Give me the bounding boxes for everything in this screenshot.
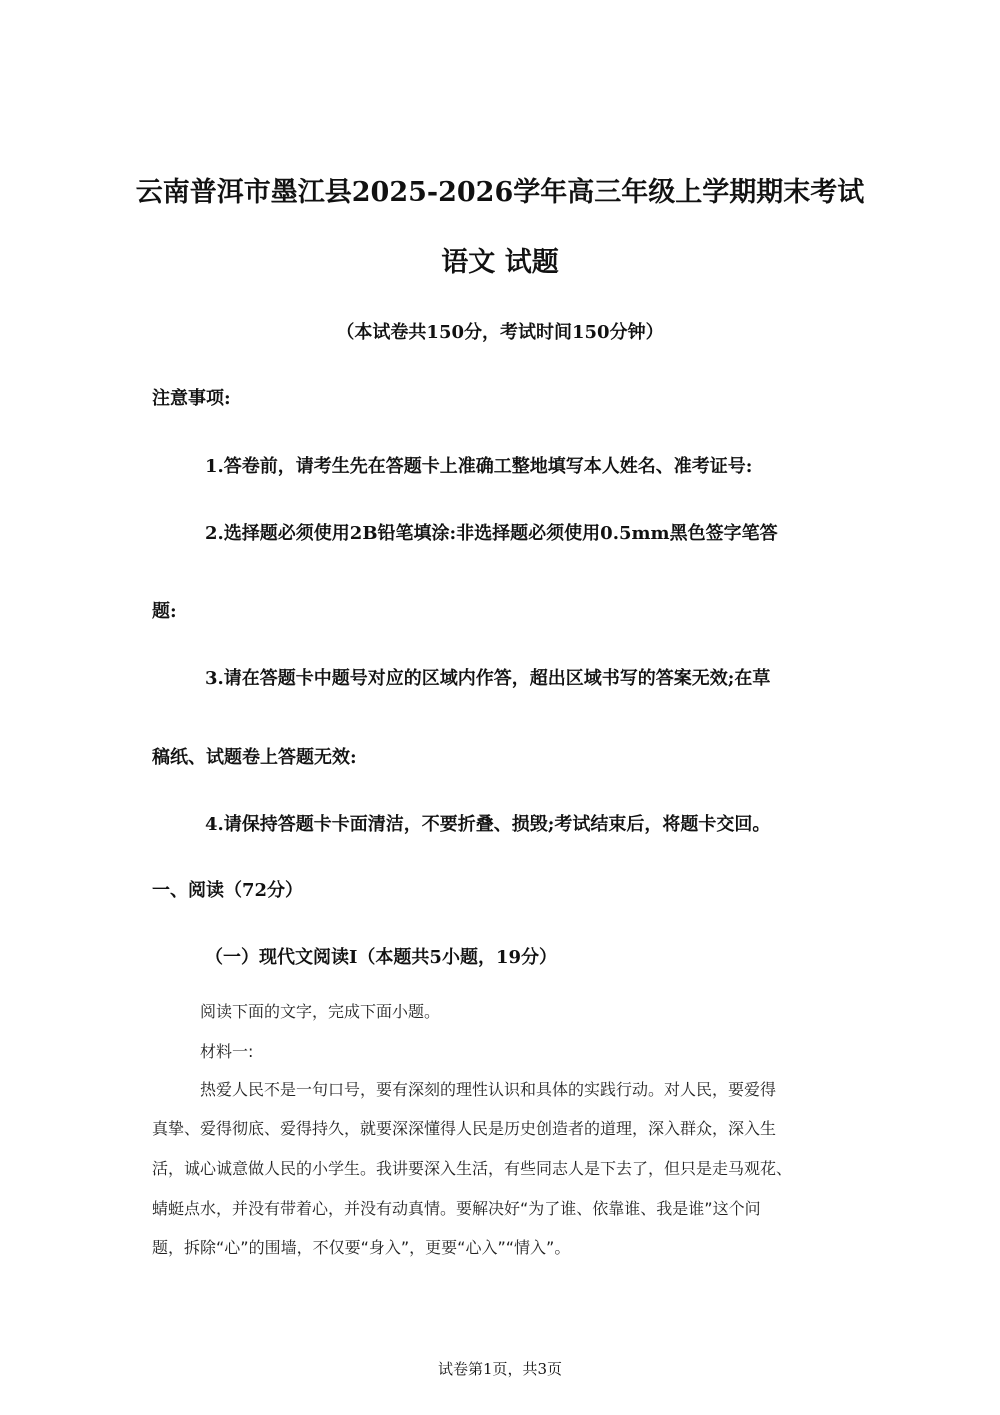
paragraph-line: 蜻蜓点水，并没有带着心，并没有动真情。要解决好“为了谁、依靠谁、我是谁”这个问 [152, 1199, 761, 1218]
paragraph-line: 真挚、爱得彻底、爱得持久，就要深深懂得人民是历史创造者的道理，深入群众，深入生 [152, 1119, 777, 1138]
material-label: 材料一: [200, 1042, 254, 1061]
notice-item-4: 4.请保持答题卡卡面清洁，不要折叠、损毁;考试结束后，将题卡交回。 [205, 814, 771, 835]
paragraph-line: 热爱人民不是一句口号，要有深刻的理性认识和具体的实践行动。对人民，要爱得 [200, 1080, 777, 1099]
notice-item-2-line1: 2.选择题必须使用2B铅笔填涂:非选择题必须使用0.5mm黑色签字笔答 [205, 523, 778, 544]
notice-item-3-line1: 3.请在答题卡中题号对应的区域内作答，超出区域书写的答案无效;在草 [205, 668, 771, 689]
page-footer: 试卷第1页，共3页 [437, 1360, 563, 1378]
paragraph-line: 题，拆除“心”的围墙，不仅要“身入”，更要“心入”“情入”。 [152, 1238, 571, 1257]
notice-item-1: 1.答卷前，请考生先在答题卡上准确工整地填写本人姓名、准考证号: [205, 456, 753, 477]
notice-item-3-line2: 稿纸、试题卷上答题无效: [152, 747, 357, 768]
exam-subject: 语文 试题 [441, 247, 559, 278]
paragraph-line: 活，诚心诚意做人民的小学生。我讲要深入生活，有些同志人是下去了，但只是走马观花、 [152, 1159, 793, 1178]
exam-info: （本试卷共150分，考试时间150分钟） [336, 322, 664, 343]
subsection-heading: （一）现代文阅读Ⅰ（本题共5小题，19分） [205, 947, 557, 968]
notice-heading: 注意事项: [152, 388, 231, 409]
notice-item-2-line2: 题: [152, 601, 177, 622]
section-heading: 一、阅读（72分） [152, 880, 304, 901]
exam-title: 云南普洱市墨江县2025-2026学年高三年级上学期期末考试 [135, 177, 865, 208]
reading-instruction: 阅读下面的文字，完成下面小题。 [200, 1002, 441, 1021]
